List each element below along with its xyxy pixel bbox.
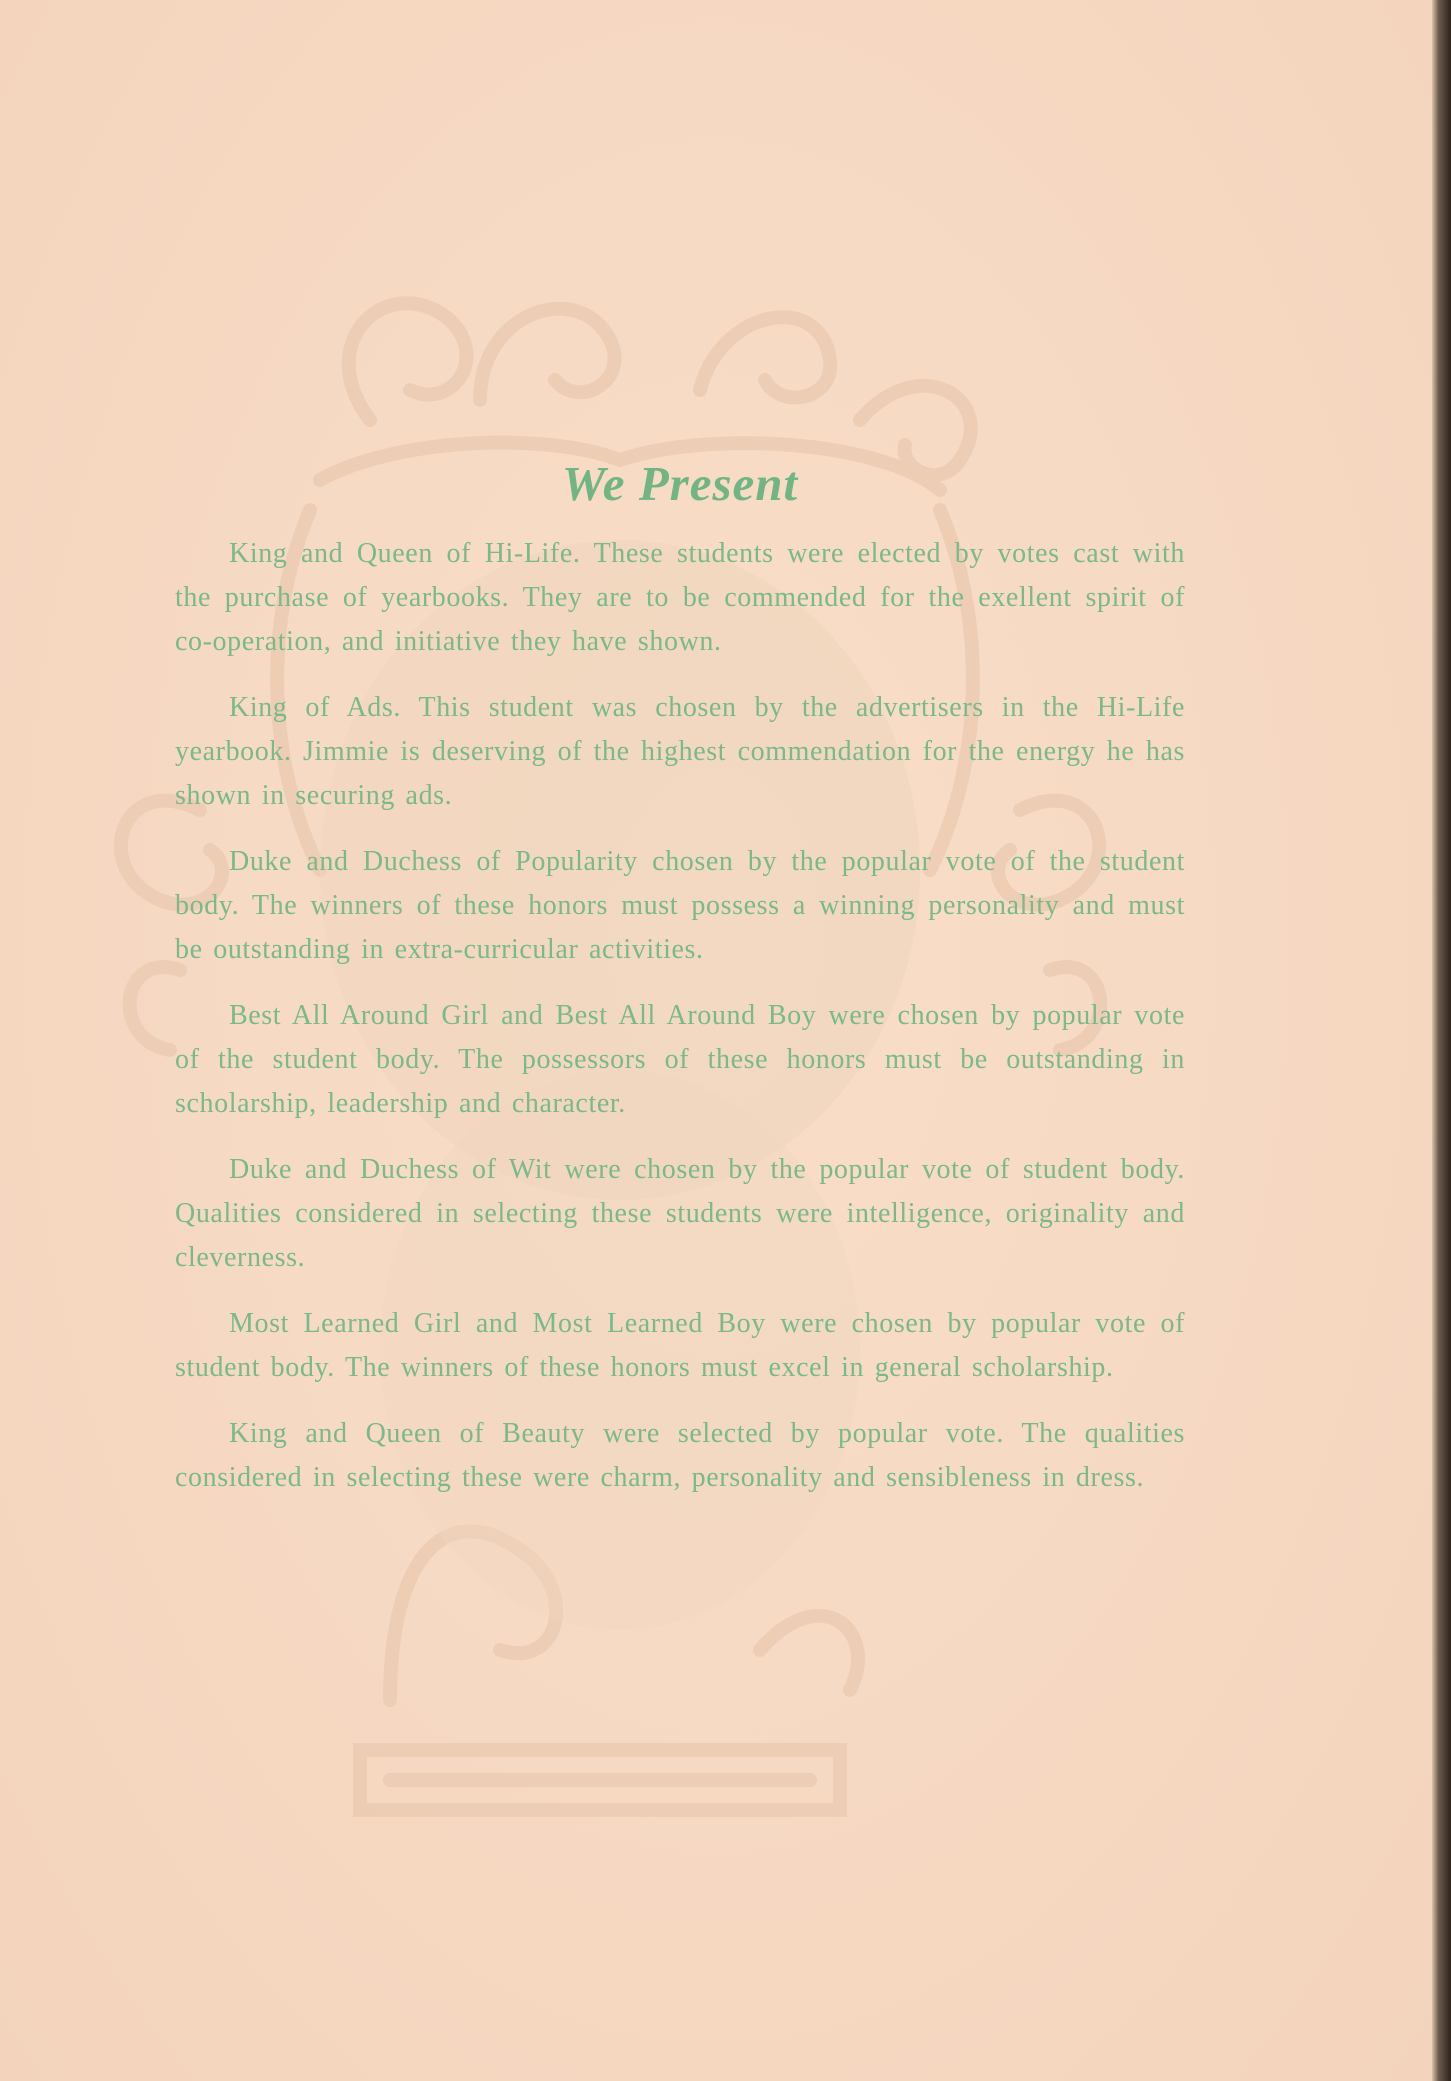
paragraph-most-learned: Most Learned Girl and Most Learned Boy were chosen by popular vote of student body. The winners of these honors must excel in general scholarship. xyxy=(175,1308,1185,1383)
page-title: We Present xyxy=(561,456,799,511)
page-edge xyxy=(1432,0,1451,2081)
paragraph-king-of-ads: King of Ads. This student was chosen by the advertisers in the Hi-Life yearbook. Jimmie is deserving of the highest commendation for the energy he has shown in securing ads. xyxy=(175,692,1185,811)
paragraph-wit: Duke and Duchess of Wit were chosen by the popular vote of student body. Qualities considered in selecting these students were intelligence, originality and cleverness. xyxy=(175,1154,1185,1273)
paragraph-best-all-around: Best All Around Girl and Best All Around Boy were chosen by popular vote of the student body. The possessors of these honors must be outstanding in scholarship, leadership and character. xyxy=(175,1000,1185,1119)
paragraph-popularity: Duke and Duchess of Popularity chosen by the popular vote of the student body. The winners of these honors must possess a winning personality and must be outstanding in extra-curricular activities. xyxy=(175,846,1185,965)
text-column xyxy=(175,455,1185,1522)
paragraph-king-queen-hi-life: King and Queen of Hi-Life. These students were elected by votes cast with the purchase of yearbooks. They are to be commended for the exellent spirit of co-operation, and initiative they have shown. xyxy=(175,538,1185,657)
paragraph-beauty: King and Queen of Beauty were selected by popular vote. The qualities considered in selecting these were charm, personality and sensibleness in dress. xyxy=(175,1418,1185,1493)
